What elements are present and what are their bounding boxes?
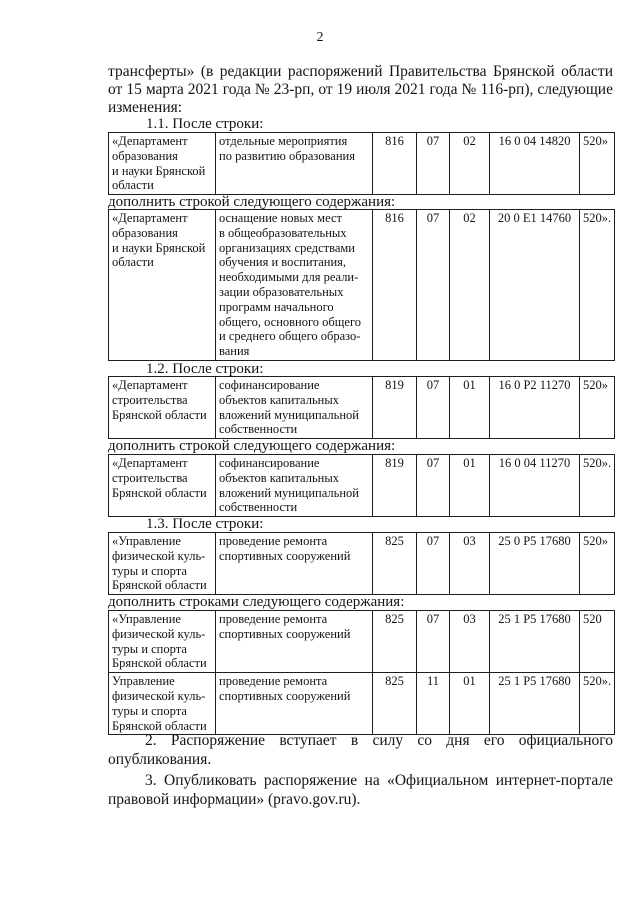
department-cell-line: Управление	[112, 674, 175, 689]
section-code-cell: 07	[417, 611, 450, 673]
table-row	[109, 210, 615, 361]
table-row	[109, 455, 615, 517]
purpose-cell	[216, 133, 373, 195]
expense-type-cell: 520»	[580, 377, 615, 439]
purpose-cell-line: программ начального	[219, 299, 334, 314]
target-article-cell: 20 0 E1 14760	[490, 210, 580, 361]
table-1-2-original	[108, 376, 615, 439]
subsection-code-cell: 01	[450, 673, 490, 735]
department-cell-line: строительства	[112, 392, 188, 407]
purpose-cell	[216, 611, 373, 673]
department-cell	[109, 377, 216, 439]
expense-type-cell: 520».	[580, 210, 615, 361]
department-cell-line: Брянской области	[112, 407, 207, 422]
target-article-cell: 25 1 P5 17680	[490, 673, 580, 735]
expense-type-cell: 520»	[580, 133, 615, 195]
purpose-cell-line: софинансирование	[219, 378, 320, 392]
purpose-cell-line: проведение ремонта	[219, 674, 328, 689]
department-cell-line: физической куль-	[112, 688, 206, 703]
purpose-cell	[216, 533, 373, 595]
target-article-cell: 16 0 04 14820	[490, 133, 580, 195]
chapter-code-cell: 825	[373, 611, 417, 673]
purpose-cell-line: собственности	[219, 422, 298, 437]
chapter-code-cell: 819	[373, 377, 417, 439]
purpose-cell-line: организациях средствами	[219, 240, 355, 255]
department-cell-line: области	[112, 255, 154, 270]
purpose-cell-line: софинансирование	[219, 456, 320, 470]
department-cell-line: Брянской области	[112, 656, 207, 671]
subsection-code-cell: 01	[450, 377, 490, 439]
purpose-cell-line: обучения и воспитания,	[219, 255, 347, 270]
purpose-cell-line: в общеобразовательных	[219, 225, 347, 240]
subsection-code-cell: 01	[450, 455, 490, 517]
department-cell-line: Брянской области	[112, 485, 207, 500]
purpose-cell-line: проведение ремонта	[219, 612, 328, 626]
section-1-1-add-label: дополнить строкой следующего содержания:	[108, 194, 396, 210]
section-code-cell: 07	[417, 210, 450, 361]
purpose-cell-line: по развитию образования	[219, 148, 355, 163]
purpose-cell-line: вания	[219, 344, 250, 359]
table-row	[109, 611, 615, 673]
expense-type-cell: 520».	[580, 455, 615, 517]
department-cell-line: «Управление	[112, 534, 181, 548]
table-row	[109, 673, 615, 735]
department-cell-line: и науки Брянской	[112, 240, 206, 255]
chapter-code-cell: 819	[373, 455, 417, 517]
intro-paragraph: трансферты» (в редакции распоряжений Правительства Брянской области от 15 марта 2021 года № 23-рп, от 19 июля 2021 года № 116-рп), следующие изменения:	[108, 63, 613, 116]
purpose-cell	[216, 673, 373, 735]
table-1-1-added	[108, 209, 615, 361]
table-row	[109, 133, 615, 195]
page-number: 2	[316, 30, 324, 45]
purpose-cell-line: оснащение новых мест	[219, 211, 342, 225]
purpose-cell-line: спортивных сооружений	[219, 626, 351, 641]
purpose-cell-line: спортивных сооружений	[219, 548, 351, 563]
purpose-cell-line: вложений муниципальной	[219, 407, 359, 422]
target-article-cell: 16 0 04 11270	[490, 455, 580, 517]
purpose-cell-line: необходимыми для реали-	[219, 270, 359, 285]
chapter-code-cell: 816	[373, 210, 417, 361]
department-cell-line: туры и спорта	[112, 641, 187, 656]
target-article-cell: 25 0 P5 17680	[490, 533, 580, 595]
purpose-cell-line: объектов капитальных	[219, 470, 339, 485]
chapter-code-cell: 816	[373, 133, 417, 195]
table-1-2-added	[108, 454, 615, 517]
department-cell-line: «Управление	[112, 612, 181, 626]
purpose-cell-line: вложений муниципальной	[219, 485, 359, 500]
department-cell-line: «Департамент	[112, 134, 188, 148]
department-cell-line: строительства	[112, 470, 188, 485]
department-cell-line: Брянской области	[112, 718, 207, 733]
purpose-cell-line: общего, основного общего	[219, 314, 362, 329]
purpose-cell-line: отдельные мероприятия	[219, 134, 348, 148]
chapter-code-cell: 825	[373, 533, 417, 595]
purpose-cell-line: объектов капитальных	[219, 392, 339, 407]
table-1-1-original	[108, 132, 615, 195]
purpose-cell	[216, 210, 373, 361]
subsection-code-cell: 02	[450, 210, 490, 361]
department-cell-line: физической куль-	[112, 626, 206, 641]
department-cell-line: «Департамент	[112, 378, 188, 392]
paragraph-2: 2. Распоряжение вступает в силу со дня его официального опубликования.	[108, 732, 613, 768]
purpose-cell-line: зации образовательных	[219, 284, 344, 299]
department-cell-line: «Департамент	[112, 456, 188, 470]
department-cell	[109, 210, 216, 361]
department-cell-line: области	[112, 178, 154, 193]
department-cell-line: туры и спорта	[112, 703, 187, 718]
department-cell	[109, 455, 216, 517]
department-cell-line: образования	[112, 225, 178, 240]
department-cell-line: «Департамент	[112, 211, 188, 225]
table-1-3-original	[108, 532, 615, 595]
purpose-cell	[216, 455, 373, 517]
department-cell	[109, 133, 216, 195]
subsection-code-cell: 03	[450, 611, 490, 673]
department-cell-line: и науки Брянской	[112, 163, 206, 178]
department-cell-line: Брянской области	[112, 578, 207, 593]
expense-type-cell: 520	[580, 611, 615, 673]
section-1-2-add-label: дополнить строкой следующего содержания:	[108, 438, 396, 454]
table-row	[109, 377, 615, 439]
department-cell	[109, 673, 216, 735]
purpose-cell	[216, 377, 373, 439]
section-code-cell: 07	[417, 377, 450, 439]
department-cell-line: образования	[112, 148, 178, 163]
section-code-cell: 07	[417, 533, 450, 595]
purpose-cell-line: проведение ремонта	[219, 534, 328, 548]
target-article-cell: 16 0 P2 11270	[490, 377, 580, 439]
table-1-3-added	[108, 610, 615, 735]
subsection-code-cell: 03	[450, 533, 490, 595]
section-code-cell: 07	[417, 455, 450, 517]
purpose-cell-line: собственности	[219, 500, 298, 515]
subsection-code-cell: 02	[450, 133, 490, 195]
expense-type-cell: 520»	[580, 533, 615, 595]
department-cell-line: физической куль-	[112, 548, 206, 563]
department-cell	[109, 611, 216, 673]
section-1-1-label: 1.1. После строки:	[146, 116, 264, 132]
chapter-code-cell: 825	[373, 673, 417, 735]
target-article-cell: 25 1 P5 17680	[490, 611, 580, 673]
section-code-cell: 07	[417, 133, 450, 195]
expense-type-cell: 520».	[580, 673, 615, 735]
section-1-3-label: 1.3. После строки:	[146, 516, 264, 532]
purpose-cell-line: и среднего общего образо-	[219, 329, 361, 344]
department-cell-line: туры и спорта	[112, 563, 187, 578]
section-code-cell: 11	[417, 673, 450, 735]
section-1-3-add-label: дополнить строками следующего содержания:	[108, 594, 405, 610]
purpose-cell-line: спортивных сооружений	[219, 688, 351, 703]
department-cell	[109, 533, 216, 595]
paragraph-3: 3. Опубликовать распоряжение на «Официальном интернет-портале правовой информации» (pravo.gov.ru).	[108, 772, 613, 808]
table-row	[109, 533, 615, 595]
section-1-2-label: 1.2. После строки:	[146, 361, 264, 377]
